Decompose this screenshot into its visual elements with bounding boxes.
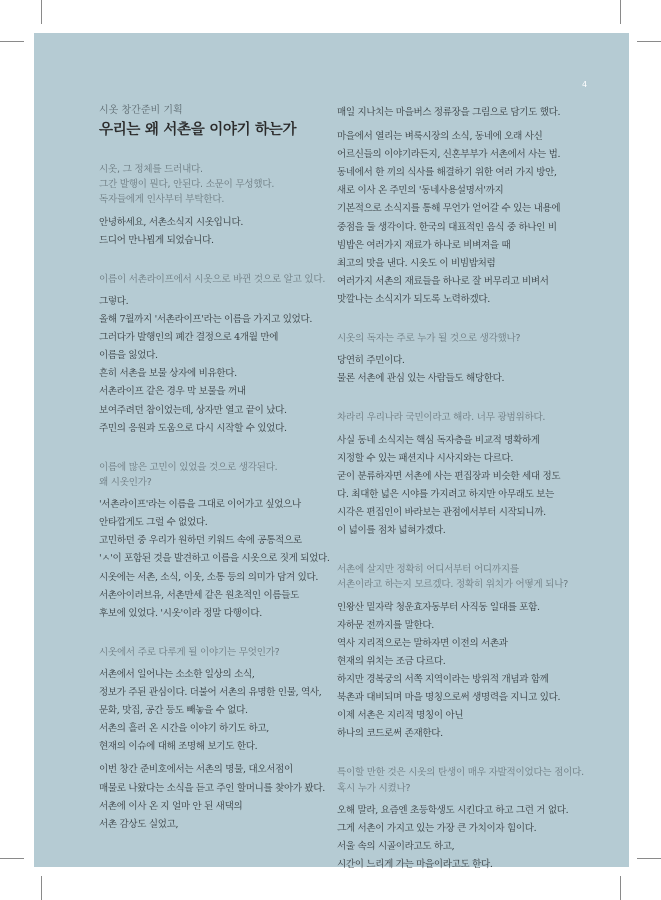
answer <box>337 128 587 309</box>
answer-line: 이름을 잃었다. <box>99 350 158 362</box>
question-line: 시옷에서 주로 다루게 될 이야기는 무엇인가? <box>99 646 280 658</box>
answer-line: 시각은 편집인이 바라보는 관점에서부터 시작되니까. <box>337 507 546 518</box>
answer-line: 현재의 이슈에 대해 조명해 보기도 한다. <box>99 741 258 753</box>
answer-line: 매물로 나왔다는 소식을 듣고 주인 할머니를 찾아가 봤다. <box>99 782 325 794</box>
question-line: 차라리 우리나라 국민이라고 해라. 너무 광범위하다. <box>337 412 546 424</box>
left-column <box>99 104 339 834</box>
answer-line: 매일 지나치는 마을버스 정류장을 그림으로 담기도 했다. <box>337 107 561 118</box>
crop-mark <box>637 858 661 859</box>
answer-line: 서촌에 이사 온 지 얼마 안 된 새댁의 <box>99 800 243 812</box>
crop-mark <box>637 41 661 42</box>
answer-line: 이번 창간 준비호에서는 서촌의 명물, 대오서점이 <box>99 764 293 776</box>
answer <box>337 352 587 388</box>
crop-mark <box>0 41 24 42</box>
answer-line: 그러다가 발행인의 폐간 결정으로 4개월 만에 <box>99 332 279 344</box>
crop-mark <box>41 876 42 900</box>
answer-line: 최고의 맛을 낸다. 시옷도 이 비빔밥처럼 <box>337 257 496 269</box>
question-line: 독자들에게 인사부터 부탁한다. <box>99 194 225 206</box>
qa-block <box>337 765 587 874</box>
answer <box>337 432 587 541</box>
qa-block <box>337 104 587 122</box>
question-line: 이름에 많은 고민이 있었을 것으로 생각된다. <box>99 461 278 473</box>
question-line: 왜 시옷인가? <box>99 476 152 488</box>
qa-block <box>99 645 339 757</box>
answer-line: 하나의 코드로써 존재한다. <box>337 728 443 740</box>
answer-line: 올해 7월까지 '서촌라이프'라는 이름을 가지고 있었다. <box>99 314 313 326</box>
answer-line: 굳이 분류하자면 서촌에 사는 편집장과 비슷한 세대 정도 <box>337 470 561 482</box>
answer-line: 안타깝게도 그럴 수 없었다. <box>99 517 208 529</box>
right-column <box>337 104 587 874</box>
qa-block <box>99 162 339 250</box>
crop-mark <box>620 0 621 24</box>
qa-block <box>337 410 587 540</box>
answer-line: 오해 말라, 요즘엔 초등학생도 시킨다고 하고 그런 거 없다. <box>337 804 569 816</box>
answer-line: 당연히 주민이다. <box>337 355 405 367</box>
answer-line: 여러가지 서촌의 재료들을 하나로 잘 버무리고 비벼서 <box>337 275 549 287</box>
answer-line: 주민의 응원과 도움으로 다시 시작할 수 있었다. <box>99 422 287 434</box>
right-body <box>337 104 587 874</box>
crop-mark <box>41 0 42 24</box>
answer <box>99 761 339 833</box>
answer <box>337 802 587 874</box>
answer-line: 자하문 전까지를 말한다. <box>337 619 434 631</box>
answer-line: 이제 서촌은 지리적 명칭이 아닌 <box>337 710 464 722</box>
answer-line: 마을에서 열리는 벼룩시장의 소식, 동네에 오래 사신 <box>337 131 543 143</box>
answer-line: 현재의 위치는 조금 다르다. <box>337 655 446 667</box>
answer-line: 사실 동네 소식지는 핵심 독자층을 비교적 명확하게 <box>337 434 540 446</box>
crop-mark <box>0 858 24 859</box>
question <box>337 562 587 592</box>
answer-line: 서울 속의 시골이라고도 하고, <box>337 840 455 852</box>
question-line: 이름이 서촌라이프에서 시옷으로 바뀐 것으로 알고 있다. <box>99 273 326 285</box>
qa-block <box>337 331 587 388</box>
answer-line: 서촌라이프 같은 경우 막 보물을 꺼내 <box>99 386 246 398</box>
question-line: 특이할 만한 것은 시옷의 탄생이 매우 자발적이었다는 점이다. <box>337 767 584 779</box>
answer-line: 서촌아이러브유, 서촌만세 같은 원초적인 이름들도 <box>99 589 300 601</box>
question <box>99 162 339 208</box>
answer <box>337 104 587 122</box>
answer-line: '서촌라이프'라는 이름을 그대로 이어가고 싶었으나 <box>99 499 301 511</box>
answer-line: 맛깔나는 소식지가 되도록 노력하겠다. <box>337 293 490 305</box>
answer-line: 중점을 둘 생각이다. 한국의 대표적인 음식 중 하나인 비 <box>337 221 557 233</box>
answer-line: 흔히 서촌을 보물 상자에 비유한다. <box>99 368 237 380</box>
question <box>337 331 587 346</box>
answer-line: 이 넓이를 점차 넓혀가겠다. <box>337 525 446 537</box>
question <box>99 272 339 287</box>
answer <box>337 599 587 744</box>
answer-line: 동네에서 한 끼의 식사를 해결하기 위한 여러 가지 방안, <box>337 167 557 179</box>
answer <box>99 293 339 438</box>
answer-line: 역사 지리적으로는 말하자면 이전의 서촌과 <box>337 637 508 649</box>
answer-line: 시옷에는 서촌, 소식, 이웃, 소통 등의 의미가 담겨 있다. <box>99 571 319 583</box>
answer-line: 문화, 맛집, 공간 등도 빼놓을 수 없다. <box>99 705 248 717</box>
left-body <box>99 162 339 834</box>
answer-line: 고민하던 중 우리가 원하던 키워드 속에 공통적으로 <box>99 535 302 547</box>
question-line: 혹시 누가 시켰나? <box>337 782 411 794</box>
answer-line: 빔밥은 여러가지 재료가 하나로 비벼져을 때 <box>337 239 511 251</box>
answer-line: 안녕하세요, 서촌소식지 시옷입니다. <box>99 216 244 228</box>
question-line: 시옷의 독자는 주로 누가 될 것으로 생각했나? <box>337 333 521 345</box>
qa-block <box>99 272 339 438</box>
section-kicker: 시옷 창간준비 기획 <box>99 105 183 116</box>
answer-line: 보여주려던 참이었는데, 상자만 열고 끝이 났다. <box>99 404 287 416</box>
answer-line: 후보에 있었다. '시옷'이라 정말 다행이다. <box>99 607 262 619</box>
question <box>337 765 587 795</box>
answer-line: 그렇다. <box>99 296 129 307</box>
answer-line: 드디어 만나뵙게 되었습니다. <box>99 234 214 246</box>
answer <box>99 496 339 623</box>
answer <box>99 214 339 250</box>
answer-line: 서촌에서 일어나는 소소한 일상의 소식, <box>99 669 255 681</box>
answer-line: 지정할 수 있는 패션지나 시사지와는 다르다. <box>337 452 514 464</box>
qa-block <box>99 460 339 623</box>
answer <box>99 666 339 756</box>
answer-line: 서촌 감상도 실었고, <box>99 818 179 830</box>
answer-line: 다. 최대한 넓은 시야를 가지려고 하지만 아무래도 보는 <box>337 488 555 500</box>
page-number: 4 <box>582 80 588 89</box>
answer-line: 시간이 느리게 가는 마을이라고도 한다. <box>337 859 493 871</box>
question <box>337 410 587 425</box>
question <box>99 645 339 660</box>
answer-line: 정보가 주된 관심이다. 더불어 서촌의 유명한 인물, 역사, <box>99 687 322 699</box>
crop-mark <box>620 876 621 900</box>
answer-line: 기본적으로 소식지를 통해 무언가 얻어갈 수 있는 내용에 <box>337 203 561 215</box>
question-line: 그간 발행이 뭔다, 안된다. 소문이 무성했다. <box>99 179 275 191</box>
question-line: 서촌이라고 하는지 모르겠다. 정확히 위치가 어떻게 되나? <box>337 579 569 591</box>
answer-line: 물론 서촌에 관심 있는 사람들도 해당한다. <box>337 373 505 385</box>
answer-line: 어르신들의 이야기라든지, 신혼부부가 서촌에서 사는 법. <box>337 149 561 161</box>
answer-line: 북촌과 대비되며 마을 명칭으로써 생명력을 지니고 있다. <box>337 692 561 704</box>
question <box>99 460 339 490</box>
question-line: 시옷, 그 정체를 드러내다. <box>99 164 203 175</box>
page-title: 우리는 왜 서촌을 이야기 하는가 <box>99 122 297 138</box>
answer-line: 그게 서촌이 가지고 있는 가장 큰 가치이자 힘이다. <box>337 822 537 834</box>
qa-block <box>99 761 339 833</box>
answer-line: 하지만 경복궁의 서쪽 지역이라는 방위적 개념과 함께 <box>337 673 549 685</box>
question-line: 서촌에 살지만 정확히 어디서부터 어디까지를 <box>337 564 519 576</box>
answer-line: 새로 이사 온 주민의 '동네사용설명서'까지 <box>337 185 504 197</box>
answer-line: 인왕산 밑자락 청운효자동부터 사직동 일대를 포함. <box>337 601 540 613</box>
answer-line: 서촌의 흘러 온 시간을 이야기 하기도 하고, <box>99 723 269 735</box>
qa-block <box>337 562 587 743</box>
answer-line: 'ㅅ'이 포함된 것을 발견하고 이름을 시옷으로 짓게 되었다. <box>99 553 330 565</box>
qa-block <box>337 128 587 309</box>
